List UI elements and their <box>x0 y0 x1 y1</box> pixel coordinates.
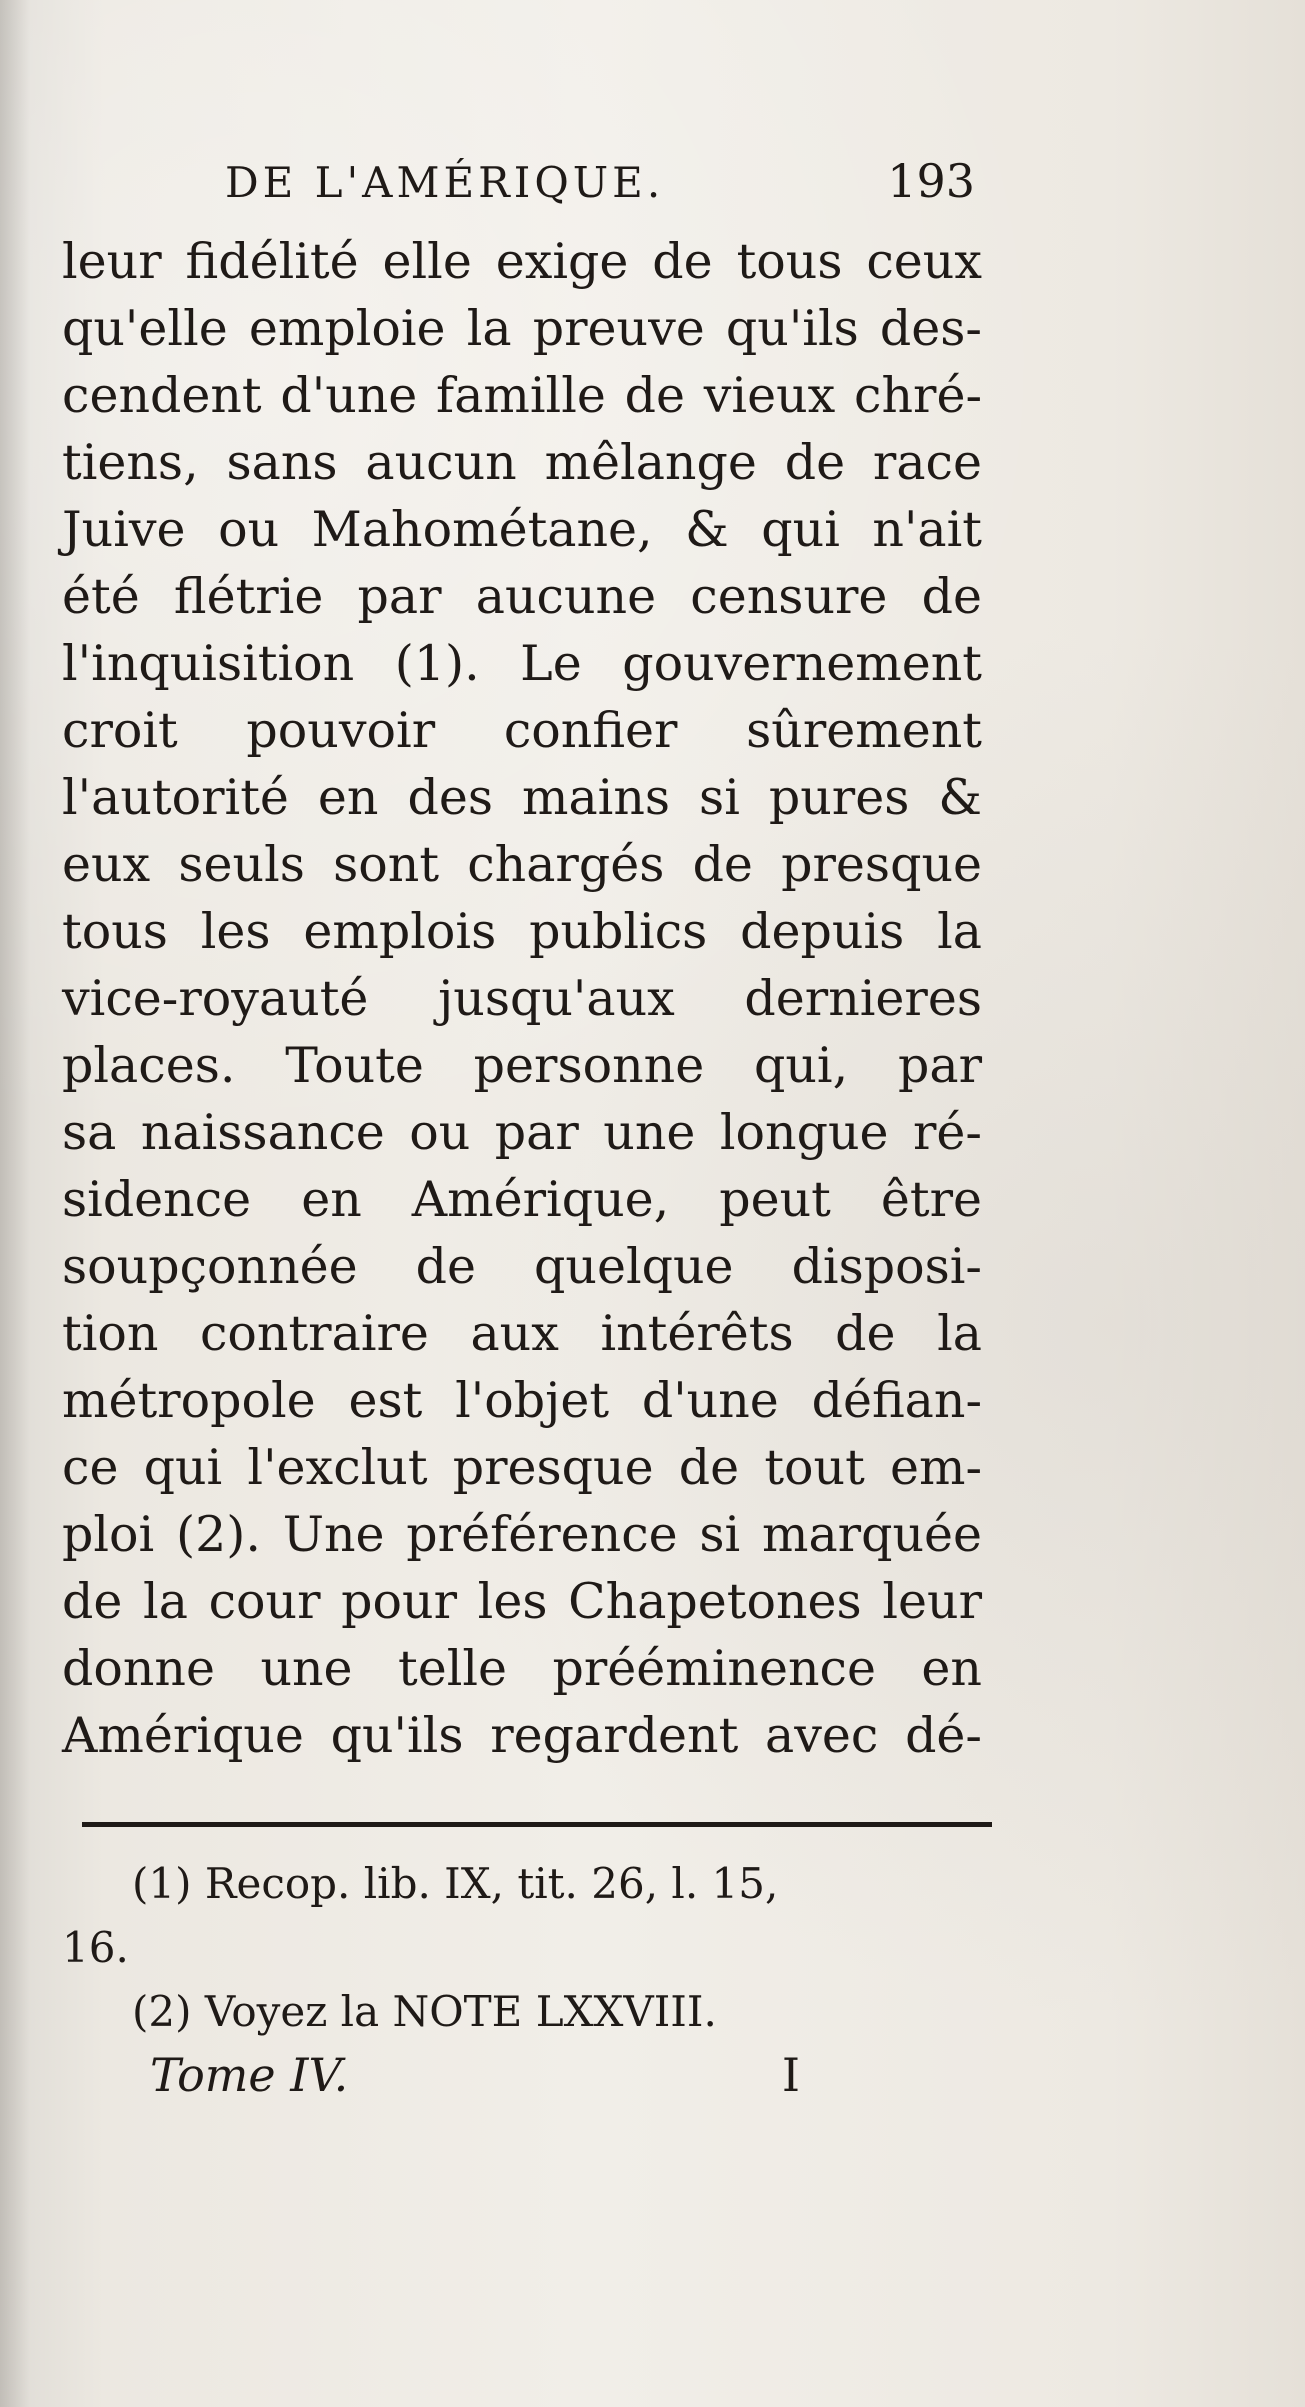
text-line: tiens, sans aucun mêlange de race <box>62 434 982 491</box>
text-line: tous les emplois publics depuis la <box>62 903 982 960</box>
text-line: sa naissance ou par une longue ré- <box>62 1104 982 1161</box>
text-line: ce qui l'exclut presque de tout em- <box>62 1439 982 1496</box>
text-line: été flétrie par aucune censure de <box>62 568 982 625</box>
running-title: DE L'AMÉRIQUE. <box>225 158 665 207</box>
volume-label: Tome IV. <box>150 2048 349 2102</box>
footnotes <box>62 1852 982 2044</box>
text-line: vice-royauté jusqu'aux dernieres <box>62 970 982 1027</box>
text-line: qu'elle emploie la preuve qu'ils des- <box>62 300 982 357</box>
text-line: cendent d'une famille de vieux chré- <box>62 367 982 424</box>
running-head <box>225 154 985 218</box>
text-line: donne une telle prééminence en <box>62 1640 982 1697</box>
main-text <box>62 228 982 1769</box>
text-line: croit pouvoir confier sûrement <box>62 702 982 759</box>
text-line: Amérique qu'ils regardent avec dé- <box>62 1707 982 1764</box>
text-line: places. Toute personne qui, par <box>62 1037 982 1094</box>
page-number: 193 <box>887 154 975 208</box>
text-line: l'inquisition (1). Le gouvernement <box>62 635 982 692</box>
page-gutter-shadow <box>0 0 30 2407</box>
signature-line <box>150 2048 800 2108</box>
footnote-2: (2) Voyez la NOTE LXXVIII. <box>132 1987 717 2036</box>
text-line: de la cour pour les Chapetones leur <box>62 1573 982 1630</box>
text-line: métropole est l'objet d'une défian- <box>62 1372 982 1429</box>
text-line: sidence en Amérique, peut être <box>62 1171 982 1228</box>
text-line: l'autorité en des mains si pures & <box>62 769 982 826</box>
text-line: ploi (2). Une préférence si marquée <box>62 1506 982 1563</box>
text-line: soupçonnée de quelque disposi- <box>62 1238 982 1295</box>
text-line: Juive ou Mahométane, & qui n'ait <box>62 501 982 558</box>
footnote-rule <box>82 1822 992 1827</box>
text-line: eux seuls sont chargés de presque <box>62 836 982 893</box>
text-line: leur fidélité elle exige de tous ceux <box>62 233 982 290</box>
text-line: tion contraire aux intérêts de la <box>62 1305 982 1362</box>
footnote-1-line-2: 16. <box>62 1923 129 1972</box>
footnote-1-line-1: (1) Recop. lib. IX, tit. 26, l. 15, <box>132 1859 779 1908</box>
signature-mark: I <box>781 2048 800 2102</box>
